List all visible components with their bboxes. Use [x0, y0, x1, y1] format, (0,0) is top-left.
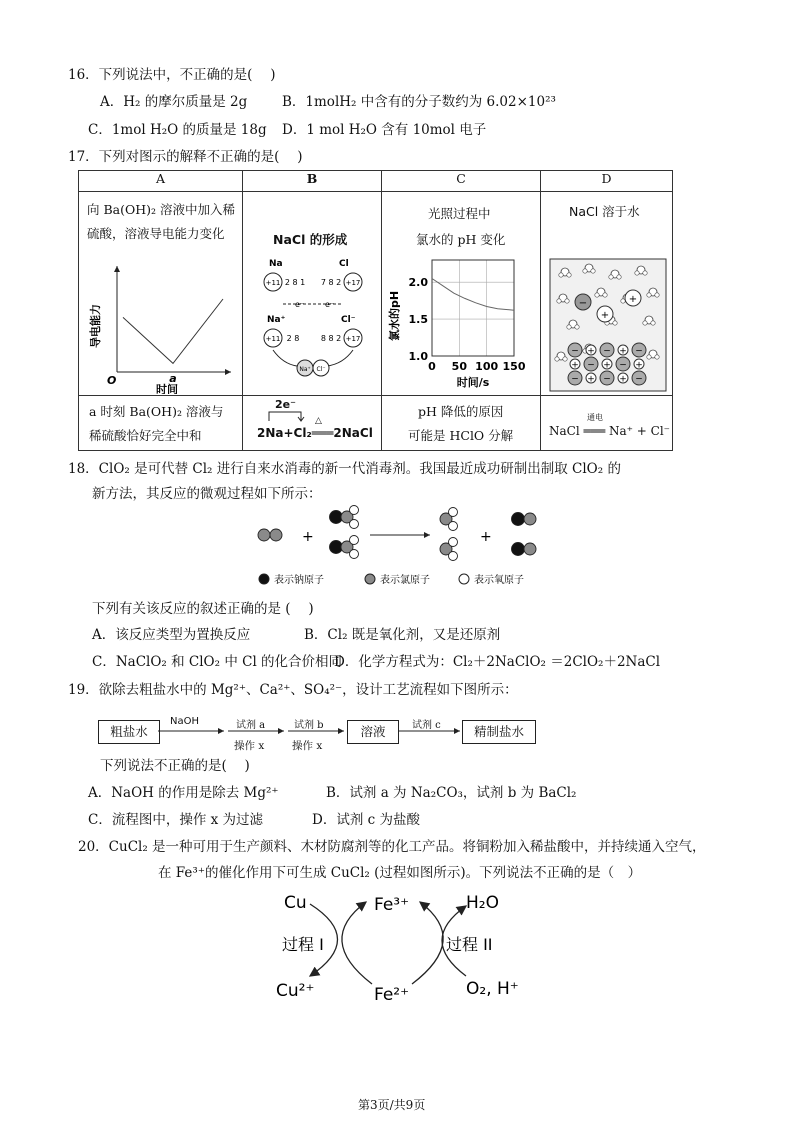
lattice-charge: +	[587, 346, 595, 357]
c-plot-frame	[432, 260, 514, 356]
lattice-charge: −	[571, 374, 579, 385]
b-arrow-right	[327, 350, 353, 366]
nacl-na	[512, 513, 525, 526]
q17-d-title: NaCl 溶于水	[569, 204, 640, 219]
cu2-label: Cu²⁺	[276, 981, 315, 1001]
c-ylabel: 氯水的pH	[388, 290, 401, 342]
nacl-na	[512, 543, 525, 556]
q17-header-d: D	[541, 171, 673, 192]
arc-fe3-to-fe2	[342, 902, 372, 984]
water-h	[643, 271, 647, 275]
fe3-label: Fe³⁺	[374, 895, 410, 915]
b-arrow-left	[273, 350, 297, 366]
c-ticks	[409, 276, 526, 373]
nacl-dissolving-diagram	[549, 258, 667, 392]
q17-cell-a	[79, 192, 243, 396]
c-series-line	[432, 279, 514, 311]
q18-plus-2: +	[480, 529, 492, 545]
q18-option-d[interactable]: D．化学方程式为：Cl₂＋2NaClO₂ ＝2ClO₂＋2NaCl	[334, 654, 661, 670]
q18-stem-2: 新方法，其反应的微观过程如下所示：	[92, 486, 322, 502]
water-h	[621, 299, 625, 303]
d-exp-condition: 通电	[587, 413, 603, 422]
b-cl-label: Cl	[339, 259, 349, 269]
b-nap-electrons: 2 8	[286, 334, 300, 343]
q18-reaction-diagram	[250, 505, 570, 595]
q19-option-b[interactable]: B．试剂 a 为 Na₂CO₃，试剂 b 为 BaCl₂	[326, 785, 577, 801]
naclo2-na	[330, 541, 343, 554]
q17-c-title-1: 光照过程中	[428, 206, 491, 221]
nacl-cl	[524, 513, 536, 525]
water-h	[565, 299, 569, 303]
flow-label-op-x-1: 操作 x	[234, 740, 265, 752]
water-h	[655, 355, 659, 359]
lattice-charge: +	[619, 346, 627, 357]
clo2-o	[449, 552, 458, 561]
lattice-charge: −	[635, 346, 643, 357]
q20-cycle-diagram	[270, 884, 540, 1014]
water-h	[567, 273, 571, 277]
water-h	[595, 293, 599, 297]
a-exp-2: 稀硫酸恰好完全中和	[89, 428, 202, 443]
a-xlabel: 时间	[156, 383, 178, 394]
q17-explain-a	[79, 396, 243, 451]
q16-option-b[interactable]: B．1molH₂ 中含有的分子数约为 6.02×10²³	[282, 94, 556, 110]
b-cl-ball-label: Cl⁻	[316, 366, 326, 373]
flow-label-reagent-c: 试剂 c	[412, 720, 441, 731]
b-clm-label: Cl⁻	[341, 315, 356, 325]
legend-cl: 表示氯原子	[380, 575, 430, 586]
q17-stem: 17．下列对图示的解释不正确的是( )	[68, 149, 303, 165]
naclo2-o	[350, 536, 359, 545]
water-h	[647, 293, 651, 297]
process-2-label: 过程 II	[446, 935, 493, 954]
a-origin: O	[107, 374, 117, 387]
q19-option-a[interactable]: A．NaOH 的作用是除去 Mg²⁺	[88, 785, 279, 801]
ion-charge: −	[578, 298, 588, 309]
h2o-label: H₂O	[466, 893, 499, 913]
legend-o-dot	[459, 574, 469, 584]
water-h	[591, 269, 595, 273]
flow-label-reagent-b: 试剂 b	[294, 720, 324, 731]
o2-h-label: O₂, H⁺	[466, 979, 519, 999]
clo2-o	[449, 538, 458, 547]
arc-fe2-to-fe3	[412, 902, 443, 984]
q19-option-c[interactable]: C．流程图中，操作 x 为过滤	[88, 812, 264, 828]
water-h	[635, 271, 639, 275]
water-h	[609, 275, 613, 279]
q18-ask: 下列有关该反应的叙述正确的是 ( )	[92, 601, 314, 617]
b-clm-shell: +17	[345, 335, 361, 343]
b-exp-equation: 2Na+Cl₂═══2NaCl	[257, 426, 373, 440]
cl2-atom	[258, 529, 270, 541]
q20-stem-1: 20．CuCl₂ 是一种可用于生产颜料、木材防腐剂等的化工产品。将铜粉加入稀盐酸中，并持续通入空气，	[78, 839, 706, 855]
clo2-o	[449, 522, 458, 531]
c-xlabel: 时间/s	[456, 376, 490, 389]
legend-cl-dot	[365, 574, 375, 584]
water-h	[563, 357, 567, 361]
lattice-charge: +	[571, 360, 579, 371]
b-cl-electrons: 7 8 2	[320, 278, 342, 287]
q20-stem-2: 在 Fe³⁺的催化作用下可生成 CuCl₂ (过程如图所示)。下列说法不正确的是（ ）	[158, 865, 642, 881]
c-xtick-1: 50	[451, 360, 467, 373]
page-footer: 第3页/共9页	[358, 1098, 426, 1112]
water-h	[643, 321, 647, 325]
flow-box-crude-brine: 粗盐水	[98, 720, 160, 744]
water-h	[603, 293, 607, 297]
a-ylabel: 导电能力	[89, 304, 102, 348]
water-h	[583, 269, 587, 273]
b-clm-electrons: 8 8 2	[320, 334, 342, 343]
b-nap-shell: +11	[265, 335, 281, 343]
conductivity-chart	[79, 254, 243, 394]
q17-cell-c	[382, 192, 541, 396]
q17-cell-b	[243, 192, 382, 396]
q18-stem-1: 18．ClO₂ 是可代替 Cl₂ 进行自来水消毒的新一代消毒剂。我国最近成功研制出制取 ClO₂ 的	[68, 461, 621, 477]
ion-charge: +	[628, 294, 638, 305]
water-h	[651, 321, 655, 325]
q17-header-c: C	[382, 171, 541, 192]
water-h	[575, 325, 579, 329]
lattice-charge: +	[603, 360, 611, 371]
q17-table	[78, 170, 673, 451]
legend-na: 表示钠原子	[274, 575, 324, 586]
q16-option-d[interactable]: D．1 mol H₂O 含有 10mol 电子	[282, 122, 487, 138]
legend-o: 表示氧原子	[474, 575, 524, 586]
b-e2: e⁻	[325, 300, 335, 309]
water-h	[559, 273, 563, 277]
c-xtick-2: 100	[475, 360, 499, 373]
b-na-ball-label: Na⁺	[299, 366, 311, 373]
cl2-atom	[270, 529, 282, 541]
q17-explain-d	[541, 396, 673, 451]
q17-header-b: B	[243, 171, 382, 192]
q18-option-a[interactable]: A．该反应类型为置换反应	[92, 627, 251, 643]
b-cl-shell: +17	[345, 279, 361, 287]
b-exp-electrons: 2e⁻	[275, 398, 296, 411]
q16-stem: 16．下列说法中，不正确的是( )	[68, 67, 276, 83]
q18-plus-1: +	[302, 529, 314, 545]
q17-explain-c	[382, 396, 541, 451]
q17-a-title-2: 硫酸，溶液导电能力变化	[87, 226, 225, 241]
nacl-formation-diagram	[243, 254, 382, 394]
flow-label-naoh: NaOH	[170, 716, 199, 727]
lattice-charge: −	[635, 374, 643, 385]
a-series-line	[123, 299, 223, 363]
water-h	[617, 275, 621, 279]
naclo2-o	[350, 550, 359, 559]
b-exp-condition: △	[315, 416, 322, 426]
q17-header-a: A	[79, 171, 243, 192]
q17-explain-b	[243, 396, 382, 451]
b-na-shell: +11	[265, 279, 281, 287]
water-h	[647, 355, 651, 359]
c-ytick-1: 1.5	[408, 313, 428, 327]
q19-stem: 19．欲除去粗盐水中的 Mg²⁺、Ca²⁺、SO₄²⁻，设计工艺流程如下图所示：	[68, 682, 518, 698]
q19-option-d[interactable]: D．试剂 c 为盐酸	[312, 812, 420, 828]
naclo2-o	[350, 506, 359, 515]
q16-option-c[interactable]: C．1mol H₂O 的质量是 18g	[88, 122, 267, 138]
q17-b-title: NaCl 的形成	[273, 232, 348, 247]
c-ytick-0: 1.0	[408, 350, 428, 363]
naclo2-o	[350, 520, 359, 529]
ph-chart	[382, 254, 541, 394]
lattice-charge: +	[619, 374, 627, 385]
ion-charge: +	[600, 310, 610, 321]
q17-c-title-2: 氯水的 pH 变化	[416, 232, 506, 247]
c-grid	[432, 260, 514, 356]
fe2-label: Fe²⁺	[374, 985, 410, 1005]
c-xtick-3: 150	[502, 360, 526, 373]
c-xtick-0: 0	[428, 360, 436, 373]
flow-label-op-x-2: 操作 x	[292, 740, 323, 752]
c-exp-1: pH 降低的原因	[418, 404, 504, 419]
flow-box-solution: 溶液	[347, 720, 399, 744]
a-exp-1: a 时刻 Ba(OH)₂ 溶液与	[89, 404, 224, 419]
water-h	[613, 321, 617, 325]
q17-figure-row	[79, 192, 673, 396]
lattice-charge: −	[603, 346, 611, 357]
naclo2-na	[330, 511, 343, 524]
q17-explain-row	[79, 396, 673, 451]
legend-na-dot	[259, 574, 269, 584]
c-exp-2: 可能是 HClO 分解	[408, 428, 514, 443]
flow-box-refined-brine: 精制盐水	[462, 720, 536, 744]
lattice-charge: +	[635, 360, 643, 371]
b-e1: e⁻	[295, 300, 305, 309]
water-h	[567, 325, 571, 329]
q19-ask: 下列说法不正确的是( )	[100, 758, 250, 774]
c-ytick-2: 2.0	[408, 276, 428, 290]
b-nap-label: Na⁺	[267, 315, 286, 325]
lattice-charge: −	[603, 374, 611, 385]
b-exp-bracket	[261, 408, 321, 422]
d-exp-equation: NaCl ═══ Na⁺ + Cl⁻	[549, 424, 671, 438]
process-1-label: 过程 I	[282, 935, 324, 954]
nacl-cl	[524, 543, 536, 555]
q17-header-row	[79, 171, 673, 192]
q18-option-b[interactable]: B．Cl₂ 既是氧化剂，又是还原剂	[304, 627, 501, 643]
q18-option-c[interactable]: C．NaClO₂ 和 ClO₂ 中 Cl 的化合价相同	[92, 654, 343, 670]
water-h	[655, 293, 659, 297]
lattice-charge: −	[571, 346, 579, 357]
lattice-charge: +	[587, 374, 595, 385]
q17-cell-d	[541, 192, 673, 396]
b-na-label: Na	[269, 259, 283, 269]
cu-label: Cu	[284, 893, 307, 913]
q17-a-title-1: 向 Ba(OH)₂ 溶液中加入稀	[87, 202, 235, 217]
flow-label-reagent-a: 试剂 a	[236, 720, 266, 731]
lattice-charge: −	[619, 360, 627, 371]
clo2-o	[449, 508, 458, 517]
water-h	[555, 357, 559, 361]
a-x-mark: a	[169, 372, 177, 385]
water-h	[557, 299, 561, 303]
q16-option-a[interactable]: A．H₂ 的摩尔质量是 2g	[100, 94, 248, 110]
q18-molecules	[258, 506, 536, 561]
b-na-electrons: 2 8 1	[284, 278, 306, 287]
lattice-charge: −	[587, 360, 595, 371]
